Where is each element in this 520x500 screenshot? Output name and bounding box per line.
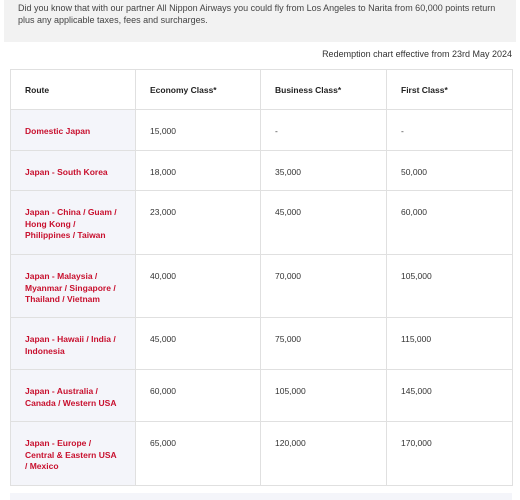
table-row — [11, 370, 513, 422]
route-cell: Japan - Hawaii / India / Indonesia — [11, 318, 136, 370]
economy-cell: 23,000 — [136, 191, 261, 255]
first-cell: 105,000 — [387, 255, 513, 318]
table-row — [11, 318, 513, 370]
table-row — [11, 255, 513, 318]
first-cell: - — [387, 110, 513, 151]
effective-date-note: Redemption chart effective from 23rd May 2024 — [322, 49, 512, 59]
table-row — [11, 151, 513, 191]
table-row — [11, 422, 513, 486]
table-row — [11, 110, 513, 151]
route-cell: Japan - Europe / Central & Eastern USA / Mexico — [11, 422, 136, 486]
route-cell: Japan - South Korea — [11, 151, 136, 191]
table-row — [11, 191, 513, 255]
business-cell: 45,000 — [261, 191, 387, 255]
economy-cell: 15,000 — [136, 110, 261, 151]
first-cell: 50,000 — [387, 151, 513, 191]
first-cell: 60,000 — [387, 191, 513, 255]
partner-notice-banner — [4, 0, 516, 42]
first-cell: 170,000 — [387, 422, 513, 486]
business-cell: 105,000 — [261, 370, 387, 422]
route-cell: Japan - China / Guam / Hong Kong / Philippines / Taiwan — [11, 191, 136, 255]
business-cell: - — [261, 110, 387, 151]
first-cell: 145,000 — [387, 370, 513, 422]
first-cell: 115,000 — [387, 318, 513, 370]
economy-cell: 45,000 — [136, 318, 261, 370]
business-cell: 70,000 — [261, 255, 387, 318]
route-cell: Japan - Australia / Canada / Western USA — [11, 370, 136, 422]
partner-notice-text: Did you know that with our partner All Nippon Airways you could fly from Los Angeles to Narita from 60,000 points return plus any applicable taxes, fees and surcharges. — [18, 3, 496, 25]
economy-cell: 65,000 — [136, 422, 261, 486]
economy-cell: 40,000 — [136, 255, 261, 318]
business-cell: 120,000 — [261, 422, 387, 486]
business-cell: 35,000 — [261, 151, 387, 191]
redemption-chart-table — [10, 69, 513, 486]
header-route: Route — [11, 70, 136, 110]
route-cell: Domestic Japan — [11, 110, 136, 151]
table-header-row — [11, 70, 513, 110]
header-economy-class: Economy Class* — [136, 70, 261, 110]
economy-cell: 18,000 — [136, 151, 261, 191]
economy-cell: 60,000 — [136, 370, 261, 422]
route-cell: Japan - Malaysia / Myanmar / Singapore / Thailand / Vietnam — [11, 255, 136, 318]
table-footer-strip — [10, 493, 512, 500]
header-first-class: First Class* — [387, 70, 513, 110]
header-business-class: Business Class* — [261, 70, 387, 110]
business-cell: 75,000 — [261, 318, 387, 370]
